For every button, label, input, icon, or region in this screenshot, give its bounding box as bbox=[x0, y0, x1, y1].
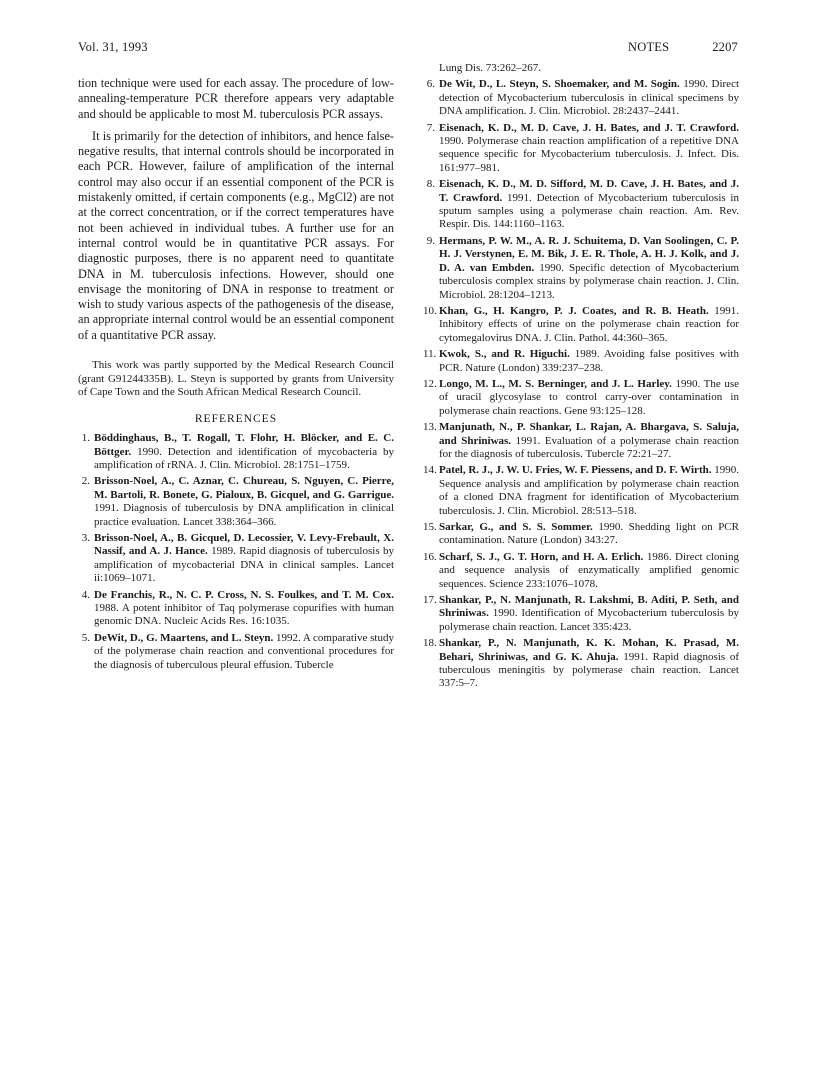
reference-authors: Shankar, P., N. Manjunath, K. K. Mohan, K. Prasad, M. Behari, Shriniwas, and G. K. Ahuja. bbox=[439, 637, 739, 663]
reference-text: 1991. Evaluation of a polymerase chain reaction for the diagnosis of tuberculosis. Tubercle 72:21–27. bbox=[439, 434, 739, 460]
reference-list-left bbox=[78, 432, 394, 672]
reference-text: 1990. Identification of Mycobacterium tuberculosis by polymerase chain reaction. Lancet 335:423. bbox=[439, 607, 739, 633]
body-paragraph: It is primarily for the detection of inhibitors, and hence false-negative results, that internal controls should be incorporated in each PCR. However, failure of amplification of the internal control may also occur if an essential component of the PCR is mistakenly omitted, if certain components (e.g., MgCl2) are not at the correct concentration, or if the correct temperatures have not been achieved in individual tubes. A further use for an internal control would be in quantitative PCR assays. For diagnostic purposes, there is no apparent need to quantitate DNA in M. tuberculosis infections. However, should one envisage the monitoring of DNA in response to treatment or wish to study various aspects of the pathogenesis of the disease, an appropriate internal control would be an essential component of a quantitative PCR assay. bbox=[78, 128, 394, 342]
reference-text: 1990. Shedding light on PCR contamination. Nature (London) 343:27. bbox=[439, 521, 739, 547]
reference-text: 1991. Inhibitory effects of urine on the polymerase chain reaction for cytomegalovirus DNA. J. Clin. Pathol. 44:360–365. bbox=[439, 304, 739, 344]
reference-text: Lung Dis. 73:262–267. bbox=[439, 62, 542, 74]
reference-item bbox=[423, 464, 739, 518]
reference-authors: Hermans, P. W. M., A. R. J. Schuitema, D. Van Soolingen, C. P. H. J. Verstynen, E. M. Bik, J. E. R. Thole, A. H. J. Kolk, and J. D. A. van Embden. bbox=[439, 234, 739, 274]
reference-item bbox=[78, 432, 394, 472]
reference-number: 10. bbox=[423, 304, 437, 317]
reference-authors: DeWit, D., G. Maartens, and L. Steyn. bbox=[94, 631, 274, 644]
section-label: NOTES bbox=[628, 40, 670, 54]
reference-authors: Patel, R. J., J. W. U. Fries, W. F. Piessens, and D. F. Wirth. bbox=[439, 464, 712, 477]
reference-text: 1991. Detection of Mycobacterium tuberculosis in sputum samples using a polymerase chain reaction. Am. Rev. Respir. Dis. 144:1160–1163. bbox=[439, 191, 739, 231]
reference-authors: Brisson-Noel, A., C. Aznar, C. Chureau, S. Nguyen, C. Pierre, M. Bartoli, R. Bonete, G. Pialoux, B. Gicquel, and G. Garrigue. bbox=[94, 475, 394, 501]
reference-authors: Shankar, P., N. Manjunath, R. Lakshmi, B. Aditi, P. Seth, and Shriniwas. bbox=[439, 594, 739, 620]
reference-item bbox=[423, 122, 739, 176]
reference-number: 4. bbox=[81, 588, 90, 601]
reference-number: 6. bbox=[426, 78, 435, 91]
reference-number: 16. bbox=[423, 550, 437, 563]
acknowledgment: This work was partly supported by the Medical Research Council (grant G91244335B). L. Steyn is supported by grants from University of Cape Town and the South African Medical Research Council. bbox=[78, 359, 394, 399]
reference-authors: Kwok, S., and R. Higuchi. bbox=[439, 348, 570, 361]
left-column bbox=[78, 76, 394, 675]
reference-number: 1. bbox=[81, 432, 90, 445]
reference-authors: Böddinghaus, B., T. Rogall, T. Flohr, H. Blöcker, and E. C. Böttger. bbox=[94, 432, 394, 458]
reference-authors: Brisson-Noel, A., B. Gicquel, D. Lecossier, V. Levy-Frebault, X. Nassif, and A. J. Hance. bbox=[94, 531, 394, 558]
reference-text: 1990. Specific detection of Mycobacterium tuberculosis complex strains by polymerase chain reaction. J. Clin. Microbiol. 28:1204–1213. bbox=[439, 261, 739, 301]
reference-text: 1990. Polymerase chain reaction amplification of a repetitive DNA sequence specific for Mycobacterium tuberculosis. J. Infect. Dis. 161:977–981. bbox=[439, 135, 739, 174]
reference-authors: De Franchis, R., N. C. P. Cross, N. S. Foulkes, and T. M. Cox. bbox=[94, 588, 394, 601]
reference-number: 18. bbox=[423, 637, 437, 650]
page-number: 2207 bbox=[712, 40, 738, 54]
reference-number: 17. bbox=[423, 594, 437, 607]
reference-text: 1986. Direct cloning and sequence analysis of enzymatically amplified genomic sequences. Science 233:1076–1078. bbox=[439, 550, 739, 590]
reference-text: 1990. The use of uracil glycosylase to control carry-over contamination in polymerase chain reactions. Gene 93:125–128. bbox=[439, 377, 739, 417]
reference-authors: Eisenach, K. D., M. D. Sifford, M. D. Cave, J. H. Bates, and J. T. Crawford. bbox=[439, 178, 739, 204]
reference-text: 1992. A comparative study of the polymerase chain reaction and conventional procedures for the diagnosis of tuberculous pleural effusion. Tubercle bbox=[94, 631, 394, 671]
reference-item bbox=[423, 521, 739, 548]
reference-authors: Eisenach, K. D., M. D. Cave, J. H. Bates, and J. T. Crawford. bbox=[439, 121, 739, 134]
reference-text: 1990. Detection and identification of mycobacteria by amplification of rRNA. J. Clin. Microbiol. 28:1751–1759. bbox=[94, 445, 394, 471]
reference-item bbox=[423, 178, 739, 232]
reference-number: 3. bbox=[81, 531, 90, 544]
reference-authors: Manjunath, N., P. Shankar, L. Rajan, A. Bhargava, S. Saluja, and Shriniwas. bbox=[439, 421, 739, 447]
reference-authors: Longo, M. L., M. S. Berninger, and J. L. Harley. bbox=[439, 377, 672, 390]
reference-number: 14. bbox=[423, 464, 437, 477]
running-header bbox=[78, 40, 738, 56]
reference-text: 1991. Diagnosis of tuberculosis by DNA amplification in clinical practice evaluation. Lancet 338:364–366. bbox=[94, 502, 394, 528]
reference-authors: Khan, G., H. Kangro, P. J. Coates, and R. B. Heath. bbox=[439, 304, 709, 317]
reference-text: 1989. Rapid diagnosis of tuberculosis by amplification of mycobacterial DNA in clinical samples. Lancet ii:1069–1071. bbox=[94, 545, 394, 585]
reference-number: 9. bbox=[426, 234, 435, 247]
reference-item bbox=[78, 475, 394, 529]
reference-text: 1990. Direct detection of Mycobacterium tuberculosis in clinical specimens by DNA amplification. J. Clin. Microbiol. 28:2437–2441. bbox=[439, 78, 740, 118]
reference-item bbox=[78, 532, 394, 586]
reference-text: 1990. Sequence analysis and amplification by polymerase chain reaction of a cloned DNA fragment for identification of Mycobacterium tuberculosis. J. Clin. Microbiol. 28:513–518. bbox=[439, 464, 739, 517]
reference-item bbox=[423, 637, 739, 691]
reference-item bbox=[423, 594, 739, 634]
reference-item bbox=[423, 305, 739, 345]
reference-number: 8. bbox=[426, 178, 435, 191]
reference-text: 1988. A potent inhibitor of Taq polymerase copurifies with human genomic DNA. Nucleic Acids Res. 16:1035. bbox=[94, 602, 394, 628]
reference-number: 13. bbox=[423, 421, 437, 434]
body-paragraph: tion technique were used for each assay. The procedure of low-annealing-temperature PCR therefore appears very adaptable and should be applicable to most M. tuberculosis PCR assays. bbox=[78, 76, 394, 121]
reference-list-right bbox=[423, 62, 739, 691]
reference-text: 1991. Rapid diagnosis of tuberculous meningitis by polymerase chain reaction. Lancet 337:5–7. bbox=[439, 650, 740, 690]
reference-number: 12. bbox=[423, 377, 437, 390]
reference-number: 5. bbox=[81, 631, 90, 644]
volume-label: Vol. 31, 1993 bbox=[78, 40, 148, 54]
reference-continuation bbox=[423, 62, 739, 75]
reference-number: 15. bbox=[423, 521, 437, 533]
reference-authors: De Wit, D., L. Steyn, S. Shoemaker, and M. Sogin. bbox=[439, 78, 680, 91]
reference-authors: Scharf, S. J., G. T. Horn, and H. A. Erlich. bbox=[439, 550, 644, 563]
references-heading: REFERENCES bbox=[194, 412, 278, 425]
reference-authors: Sarkar, G., and S. S. Sommer. bbox=[439, 521, 593, 533]
reference-number: 11. bbox=[423, 348, 437, 361]
right-column bbox=[423, 62, 739, 694]
reference-item bbox=[78, 632, 394, 672]
reference-item bbox=[423, 421, 739, 461]
reference-item bbox=[423, 551, 739, 591]
reference-item bbox=[423, 78, 739, 118]
reference-number: 7. bbox=[426, 121, 435, 134]
reference-item bbox=[423, 378, 739, 418]
reference-item bbox=[78, 589, 394, 629]
reference-item bbox=[423, 348, 739, 375]
reference-item bbox=[423, 235, 739, 302]
reference-number: 2. bbox=[81, 475, 90, 488]
reference-text: 1989. Avoiding false positives with PCR. Nature (London) 339:237–238. bbox=[439, 348, 739, 374]
